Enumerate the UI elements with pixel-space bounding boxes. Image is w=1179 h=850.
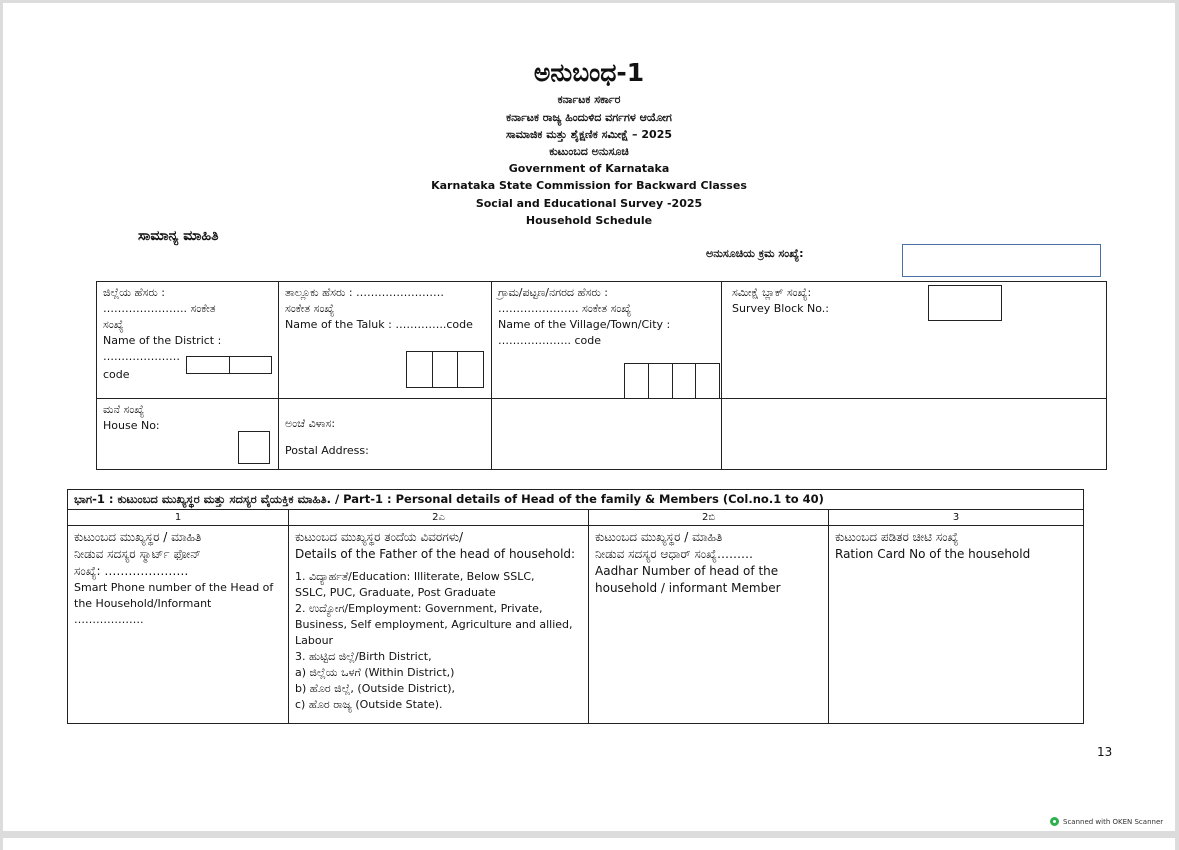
house-cell [97,399,279,470]
father-detail-line: SSLC, PUC, Graduate, Post Graduate [295,586,496,599]
page-number: 13 [1097,745,1113,759]
document-page [3,3,1175,831]
father-detail-line: Labour [295,634,334,647]
aadhar-label-en: household / informant Member [595,581,781,595]
part1-heading: ಭಾಗ-1 : ಕುಟುಂಬದ ಮುಖ್ಯಸ್ಥರ ಮತ್ತು ಸದಸ್ಯರ ವೈಯಕ್ತಿಕ ಮಾಹಿತಿ. / Part-1 : Personal details of Head of the family & Members (Col.no.1 to 40) [68,490,1084,510]
block-cell [722,282,1107,399]
header-line: Social and Educational Survey -2025 [475,197,703,210]
block-label-kn: ಸಮೀಕ್ಷೆ ಬ್ಲಾಕ್ ಸಂಖ್ಯೆ: [732,286,812,299]
empty-cell [722,399,1107,470]
col-number: 1 [68,510,289,526]
header-line: ಕರ್ನಾಟಕ ಸರ್ಕಾರ [557,93,621,106]
schedule-no-label: ಅನುಸೂಚಿಯ ಕ್ರಮ ಸಂಖ್ಯೆ: [706,247,804,260]
col-number: 2ಬಿ [589,510,829,526]
header-line: ಕರ್ನಾಟಕ ರಾಜ್ಯ ಹಿಂದುಳಿದ ವರ್ಗಗಳ ಆಯೋಗ [506,111,672,124]
phone-label-en: the Household/Informant ………………. [74,597,212,626]
header-line: Household Schedule [525,214,653,227]
village-code-boxes[interactable] [624,363,720,399]
father-detail-line: 2. ಉದ್ಯೋಗ/Employment: Government, Private, [295,602,543,615]
ration-label-en: Ration Card No of the household [835,547,1031,561]
district-dots: ………………… [103,350,180,363]
location-table [96,281,1107,470]
father-label-en: Details of the Father of the head of household: [295,547,576,561]
postal-label-en: Postal Address: [285,444,369,457]
aadhar-label-en: Aadhar Number of head of the [595,564,779,578]
district-label-en: Name of the District : [103,334,222,347]
house-no-box[interactable] [238,431,270,464]
col-number: 2ಎ [289,510,589,526]
father-detail-line: 1. ವಿದ್ಯಾರ್ಹತೆ/Education: Illiterate, Below SSLC, [295,570,535,583]
postal-address-field[interactable] [492,399,722,470]
scanner-text: Scanned with OKEN Scanner [1063,817,1164,826]
district-line: ………………….. ಸಂಕೇತ [103,302,216,315]
block-no-box[interactable] [928,285,1002,321]
taluk-label-en: Name of the Taluk : …………..code [285,318,473,331]
father-label-kn: ಕುಟುಂಬದ ಮುಖ್ಯಸ್ಥರ ತಂದೆಯ ವಿವರಗಳು/ [295,530,464,544]
header-line: ಸಾಮಾಜಿಕ ಮತ್ತು ಶೈಕ್ಷಣಿಕ ಸಮೀಕ್ಷೆ – 2025 [505,128,673,141]
district-code-en: code [103,368,130,381]
header-line: Government of Karnataka [508,162,670,175]
general-info-heading: ಸಾಮಾನ್ಯ ಮಾಹಿತಿ [138,228,219,244]
phone-label-kn: ನೀಡುವ ಸದಸ್ಯರ ಸ್ಮಾರ್ಟ್ ಫೋನ್ [74,547,201,561]
ration-card-column [829,526,1084,724]
district-label-kn: ಜಿಲ್ಲೆಯ ಹೆಸರು : [103,286,165,299]
district-cell [97,282,279,399]
aadhar-label-kn: ಕುಟುಂಬದ ಮುಖ್ಯಸ್ಥರ / ಮಾಹಿತಿ [595,530,723,544]
scanner-watermark [1050,817,1163,826]
phone-label-kn: ಕುಟುಂಬದ ಮುಖ್ಯಸ್ಥರ / ಮಾಹಿತಿ [74,530,202,544]
house-label-en: House No: [103,419,160,432]
house-label-kn: ಮನೆ ಸಂಖ್ಯೆ [103,403,145,416]
header-line: Karnataka State Commission for Backward Classes [431,179,747,192]
schedule-no-field[interactable] [902,244,1101,277]
scanner-logo-icon [1050,817,1059,826]
postal-cell [279,399,492,470]
part1-table [67,489,1084,724]
header-line: ಕುಟುಂಬದ ಅನುಸೂಚಿ [549,145,629,158]
village-cell [492,282,722,399]
taluk-code-boxes[interactable] [406,351,484,388]
col-number: 3 [829,510,1084,526]
postal-label-kn: ಅಂಚೆ ವಿಳಾಸ: [285,417,336,430]
father-detail-line: Business, Self employment, Agriculture and allied, [295,618,573,631]
father-detail-line: 3. ಹುಟ್ಟಿದ ಜಿಲ್ಲೆ/Birth District, [295,650,432,663]
taluk-cell [279,282,492,399]
taluk-code-kn: ಸಂಕೇತ ಸಂಖ್ಯೆ [285,302,335,315]
phone-label-en: Smart Phone number of the Head of [74,581,274,594]
father-detail-line: a) ಜಿಲ್ಲೆಯ ಒಳಗೆ (Within District,) [295,666,455,679]
district-code-boxes[interactable] [186,356,272,374]
phone-column [68,526,289,724]
aadhar-label-kn: ನೀಡುವ ಸದಸ್ಯರ ಆಧಾರ್ ಸಂಖ್ಯೆ……… [595,547,753,561]
village-label-kn: ಗ್ರಾಮ/ಪಟ್ಟಣ/ನಗರದ ಹೆಸರು : [498,286,608,299]
block-label-en: Survey Block No.: [732,302,829,315]
phone-label-kn: ಸಂಖ್ಯೆ: ………………… [74,564,189,578]
next-page-edge [3,838,1175,850]
ration-label-kn: ಕುಟುಂಬದ ಪಡಿತರ ಚೀಟಿ ಸಂಖ್ಯೆ [835,530,959,544]
father-detail-line: b) ಹೊರ ಜಿಲ್ಲೆ, (Outside District), [295,682,455,695]
father-detail-line: c) ಹೊರ ರಾಜ್ಯ (Outside State). [295,698,443,711]
village-label-en: Name of the Village/Town/City : [498,318,671,331]
father-details-column [289,526,589,724]
aadhar-column [589,526,829,724]
annexure-title: ಅನುಬಂಧ-1 [533,58,645,87]
district-code-kn: ಸಂಖ್ಯೆ [103,318,124,331]
village-code-kn: …………………. ಸಂಕೇತ ಸಂಖ್ಯೆ [498,302,632,315]
village-code-en: ……………….. code [498,334,602,347]
taluk-label-kn: ತಾಲ್ಲೂಕು ಹೆಸರು : …………………… [285,286,445,299]
